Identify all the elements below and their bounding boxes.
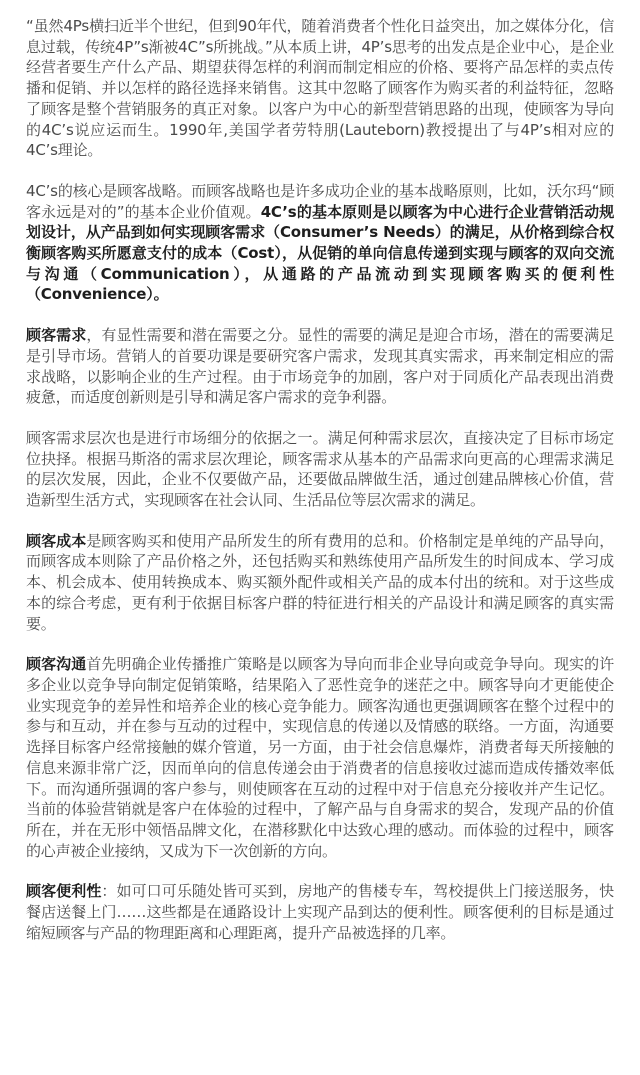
core-text: 4C’s的核心是顾客战略。而顾客战略也是许多成功企业的基本战略原则，比如，沃尔玛“顾客永远是对的”的基本企业价值观。 <box>26 181 614 221</box>
paragraph-needs-hierarchy <box>26 428 614 511</box>
paragraph-customer-communication <box>26 654 614 861</box>
paragraph-customer-cost <box>26 531 614 635</box>
customer-needs-heading: 顾客需求 <box>26 326 87 345</box>
customer-communication-text: 首先明确企业传播推广策略是以顾客为导向而非企业导向或竞争导向。现实的许多企业以竞争导向制定促销策略，结果陷入了恶性竞争的迷茫之中。顾客导向才更能使企业实现竞争的差异性和培养企业的核心竞争能力。顾客沟通也更强调顾客在整个过程中的参与和互动，并在参与互动的过程中，实现信息的传递以及情感的联络。一方面，沟通要选择目标客户经常接触的媒介管道，另一方面，由于社会信息爆炸，消费者每天所接触的信息来源非常广泛，因而单向的信息传递会由于消费者的信息接收过滤而造成传播效率低下。而沟通所强调的客户参与，则使顾客在互动的过程中对于信息充分接收并产生记忆。当前的体验营销就是客户在体验的过程中，了解产品与自身需求的契合，发现产品的价值所在，并在无形中领悟品牌文化，在潜移默化中达致心理的感动。而体验的过程中，顾客的心声被企业接纳，又成为下一次创新的方向。 <box>26 655 614 860</box>
paragraph-4cs-core <box>26 181 614 305</box>
customer-cost-heading: 顾客成本 <box>26 531 87 550</box>
customer-communication-heading: 顾客沟通 <box>26 655 87 674</box>
customer-cost-text: 是顾客购买和使用产品所发生的所有费用的总和。价格制定是单纯的产品导向，而顾客成本则除了产品价格之外，还包括购买和熟练使用产品所发生的时间成本、学习成本、机会成本、使用转换成本、购买额外配件或相关产品的成本付出的统和。对于这些成本的综合考虑，更有利于依据目标客户群的特征进行相关的产品设计和满足顾客的真实需要。 <box>26 531 614 633</box>
needs-hierarchy-text: 顾客需求层次也是进行市场细分的依据之一。满足何种需求层次，直接决定了目标市场定位抉择。根据马斯洛的需求层次理论，顾客需求从基本的产品需求向更高的心理需求满足的层次发展，因此，企业不仅要做产品，还要做品牌做生活，通过创建品牌核心价值，营造新型生活方式，实现顾客在社会认同、生活品位等层次需求的满足。 <box>26 428 614 510</box>
intro-text: “虽然4Ps横扫近半个世纪，但到90年代，随着消费者个性化日益突出，加之媒体分化，信息过载，传统4P”s渐被4C”s所挑战。”从本质上讲，4P’s思考的出发点是企业中心，是企业经营者要生产什么产品、期望获得怎样的利润而制定相应的价格、要将产品怎样的卖点传播和促销、并以怎样的路径选择来销售。这其中忽略了顾客作为购买者的利益特征，忽略了顾客是整个营销服务的真正对象。以客户为中心的新型营销思路的出现，使顾客为导向的4C’s说应运而生。1990年,美国学者劳特朋(Lauteborn)教授提出了与4P’s相对应的4C’s理论。 <box>26 17 614 160</box>
customer-convenience-heading: 顾客便利性 <box>26 882 102 901</box>
paragraph-customer-convenience <box>26 881 614 943</box>
customer-convenience-text: ：如可口可乐随处皆可买到，房地产的售楼专车，驾校提供上门接送服务，快餐店送餐上门……这些都是在通路设计上实现产品到达的便利性。顾客便利的目标是通过缩短顾客与产品的物理距离和心理距离，提升产品被选择的几率。 <box>26 882 614 942</box>
paragraph-intro <box>26 16 614 161</box>
paragraph-customer-needs <box>26 325 614 408</box>
customer-needs-text: ，有显性需要和潜在需要之分。显性的需要的满足是迎合市场，潜在的需要满足是引导市场。营销人的首要功课是要研究客户需求，发现其真实需求，再来制定相应的需求战略，以影响企业的生产过程。由于市场竞争的加剧，客户对于同质化产品表现出消费疲惫，而适度创新则是引导和满足客户需求的竞争利器。 <box>26 326 614 407</box>
core-principle-bold: 4C’s的基本原则是以顾客为中心进行企业营销活动规划设计，从产品到如何实现顾客需求（Consumer’s Needs）的满足，从价格到综合权衡顾客购买所愿意支付的成本（Cost），从促销的单向信息传递到实现与顾客的双向交流与沟通（Communication），从通路的产品流动到实现顾客购买的便利性（Convenience）。 <box>26 202 615 304</box>
